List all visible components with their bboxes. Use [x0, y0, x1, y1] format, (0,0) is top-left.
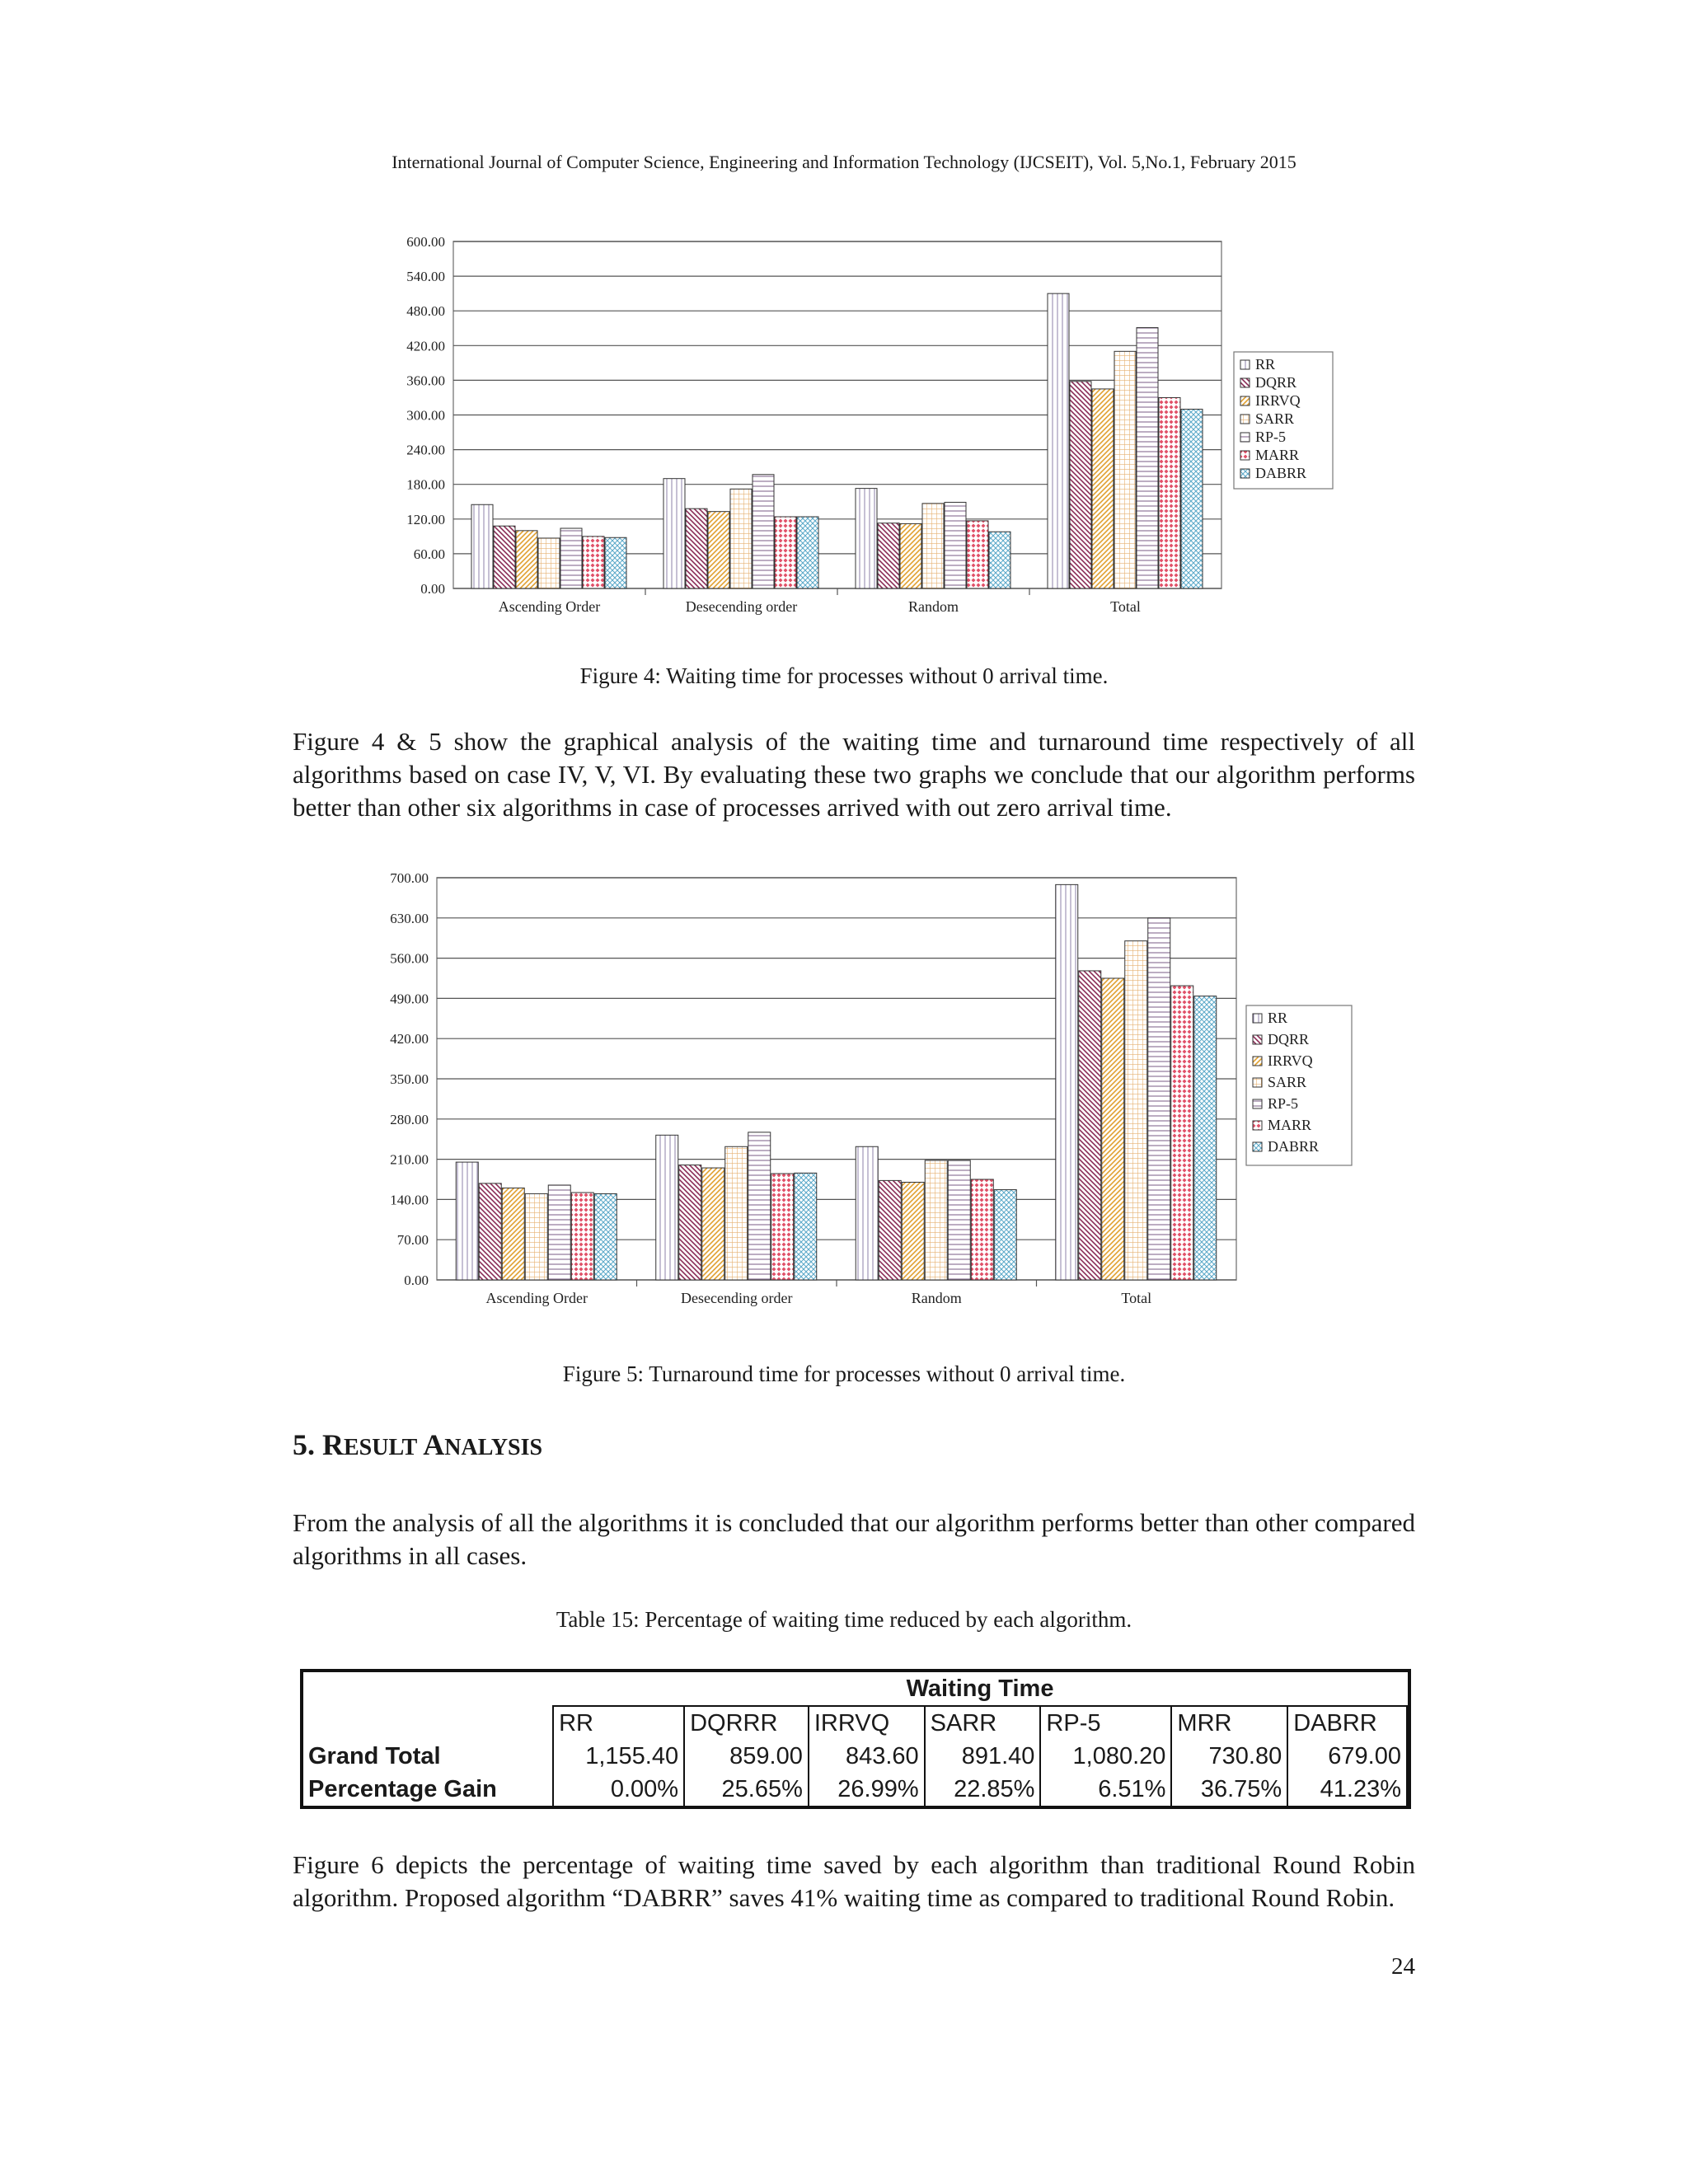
y-tick-label: 120.00 — [406, 511, 445, 527]
y-tick-label: 0.00 — [404, 1272, 429, 1288]
bar-marr-3 — [1159, 397, 1180, 588]
x-tick-label: Random — [911, 1290, 962, 1306]
column-header: RR — [553, 1706, 684, 1740]
legend-label: DQRR — [1255, 374, 1297, 391]
legend-swatch — [1253, 1142, 1262, 1151]
bar-dqrr-1 — [686, 509, 707, 588]
x-tick-label: Ascending Order — [485, 1290, 588, 1306]
bar-irrvq-2 — [900, 523, 921, 588]
legend-swatch — [1253, 1057, 1262, 1066]
bar-irrvq-2 — [902, 1182, 924, 1280]
bar-rp-5-3 — [1148, 918, 1170, 1280]
bar-dqrr-0 — [479, 1183, 501, 1280]
waiting-time-chart — [363, 227, 1360, 622]
legend-label: RR — [1268, 1010, 1288, 1026]
table-corner-2 — [303, 1706, 553, 1740]
legend-swatch — [1253, 1035, 1262, 1044]
y-tick-label: 140.00 — [390, 1192, 429, 1208]
journal-header: International Journal of Computer Science, Engineering and Information Technology (IJCSEIT), Vol. 5,No.1, February 2015 — [392, 152, 1296, 172]
legend-swatch — [1253, 1014, 1262, 1023]
bar-rp-5-0 — [548, 1185, 570, 1280]
section-number: 5. — [293, 1428, 315, 1461]
legend-swatch — [1240, 451, 1250, 460]
section-heading — [293, 1427, 542, 1462]
bar-sarr-1 — [725, 1146, 748, 1280]
bar-marr-3 — [1171, 986, 1193, 1280]
legend-label: MARR — [1255, 447, 1300, 463]
legend-swatch — [1240, 433, 1250, 442]
table-cell: 891.40 — [925, 1740, 1041, 1773]
bar-irrvq-1 — [702, 1168, 724, 1280]
x-tick-label: Random — [908, 598, 959, 615]
y-tick-label: 70.00 — [396, 1232, 429, 1249]
table-corner — [303, 1672, 553, 1706]
y-tick-label: 700.00 — [390, 870, 429, 886]
y-tick-label: 630.00 — [390, 910, 429, 926]
figure4-caption: Figure 4: Waiting time for processes without 0 arrival time. — [579, 663, 1109, 688]
y-tick-label: 560.00 — [390, 950, 429, 967]
y-tick-label: 60.00 — [413, 546, 445, 562]
table-cell: 41.23% — [1287, 1773, 1407, 1806]
bar-sarr-3 — [1114, 351, 1136, 588]
figure5-caption: Figure 5: Turnaround time for processes without 0 arrival time. — [562, 1361, 1126, 1386]
x-tick-label: Ascending Order — [498, 598, 601, 615]
x-tick-label: Desecending order — [681, 1290, 793, 1306]
legend-label: SARR — [1255, 410, 1295, 427]
bar-rr-0 — [456, 1162, 478, 1280]
bar-rp-5-2 — [945, 502, 966, 588]
table-cell: 843.60 — [809, 1740, 925, 1773]
column-header: DQRRR — [684, 1706, 809, 1740]
column-header: SARR — [925, 1706, 1041, 1740]
bar-rp-5-1 — [753, 475, 774, 588]
legend-label: RP-5 — [1255, 429, 1287, 445]
bar-dabrr-3 — [1194, 996, 1217, 1280]
legend-label: DABRR — [1255, 465, 1307, 481]
bar-marr-1 — [771, 1174, 794, 1280]
y-tick-label: 210.00 — [390, 1151, 429, 1168]
legend-label: DQRR — [1268, 1031, 1310, 1047]
section-title-esult: ESULT — [344, 1435, 418, 1460]
legend-swatch — [1240, 360, 1250, 369]
legend-label: RR — [1255, 356, 1276, 373]
section-title-nalysis: NALYSIS — [444, 1435, 543, 1460]
bar-dqrr-2 — [879, 1180, 901, 1280]
y-tick-label: 350.00 — [390, 1071, 429, 1087]
bar-irrvq-3 — [1102, 978, 1124, 1280]
legend-label: MARR — [1268, 1117, 1312, 1133]
y-tick-label: 360.00 — [406, 373, 445, 389]
legend-label: DABRR — [1268, 1138, 1320, 1155]
table-cell: 25.65% — [684, 1773, 809, 1806]
bar-rr-2 — [856, 489, 877, 588]
legend-swatch — [1240, 415, 1250, 424]
bar-rp-5-1 — [748, 1132, 771, 1280]
y-tick-label: 540.00 — [406, 269, 445, 285]
legend-swatch — [1253, 1078, 1262, 1087]
legend-label: IRRVQ — [1255, 392, 1301, 409]
legend — [1246, 1005, 1352, 1165]
legend-swatch — [1240, 396, 1250, 405]
bar-dabrr-0 — [594, 1193, 617, 1280]
y-tick-label: 280.00 — [390, 1111, 429, 1127]
bar-marr-0 — [583, 537, 604, 588]
table-cell: 730.80 — [1171, 1740, 1287, 1773]
section-title-a: A — [423, 1428, 445, 1461]
bar-irrvq-1 — [708, 512, 729, 588]
y-tick-label: 240.00 — [406, 442, 445, 458]
x-tick-label: Total — [1110, 598, 1141, 615]
waiting-time-table — [300, 1669, 1411, 1809]
table-cell: 679.00 — [1287, 1740, 1407, 1773]
legend-swatch — [1253, 1121, 1262, 1130]
bar-rr-3 — [1048, 293, 1069, 588]
bar-dqrr-0 — [494, 526, 515, 588]
bar-sarr-0 — [525, 1193, 547, 1280]
table15-caption: Table 15: Percentage of waiting time reduced by each algorithm. — [556, 1607, 1132, 1632]
bar-dabrr-1 — [795, 1173, 817, 1280]
legend — [1234, 352, 1333, 489]
legend-label: RP-5 — [1268, 1095, 1299, 1112]
bar-irrvq-0 — [516, 531, 537, 588]
legend-swatch — [1240, 469, 1250, 478]
bar-dabrr-2 — [994, 1190, 1016, 1280]
x-tick-label: Desecending order — [685, 598, 798, 615]
bar-dabrr-3 — [1181, 409, 1203, 588]
bar-sarr-0 — [538, 538, 560, 588]
bar-dqrr-2 — [878, 523, 899, 588]
bar-marr-0 — [571, 1193, 593, 1280]
section-title-r: R — [322, 1428, 344, 1461]
bar-dabrr-2 — [989, 532, 1010, 588]
table-cell: 1,080.20 — [1040, 1740, 1171, 1773]
y-tick-label: 0.00 — [420, 581, 445, 597]
y-tick-label: 600.00 — [406, 234, 445, 250]
bar-marr-2 — [967, 521, 988, 588]
column-header: MRR — [1171, 1706, 1287, 1740]
bar-rr-1 — [663, 479, 685, 588]
page-number: 24 — [1391, 1953, 1415, 1980]
bar-sarr-2 — [922, 504, 944, 588]
y-tick-label: 300.00 — [406, 407, 445, 424]
bar-dqrr-3 — [1079, 971, 1101, 1280]
bar-dqrr-3 — [1070, 382, 1091, 588]
table-row — [303, 1773, 1407, 1806]
bar-dabrr-1 — [797, 517, 818, 588]
table-cell: 22.85% — [925, 1773, 1041, 1806]
table-cell: 36.75% — [1171, 1773, 1287, 1806]
table-cell: 1,155.40 — [553, 1740, 684, 1773]
column-header: IRRVQ — [809, 1706, 925, 1740]
table-cell: 6.51% — [1040, 1773, 1171, 1806]
row-label: Grand Total — [308, 1742, 441, 1769]
bar-dqrr-1 — [679, 1165, 701, 1280]
y-tick-label: 480.00 — [406, 303, 445, 320]
bar-irrvq-3 — [1092, 389, 1114, 588]
column-header: RP-5 — [1040, 1706, 1171, 1740]
table-cell: 26.99% — [809, 1773, 925, 1806]
bar-sarr-3 — [1125, 941, 1147, 1280]
bar-rr-3 — [1056, 884, 1078, 1280]
table-cell: 859.00 — [684, 1740, 809, 1773]
bar-marr-1 — [775, 517, 796, 588]
bar-rr-1 — [656, 1135, 678, 1280]
table-cell: 0.00% — [553, 1773, 684, 1806]
legend-label: IRRVQ — [1268, 1052, 1313, 1069]
legend-swatch — [1253, 1099, 1262, 1108]
y-tick-label: 490.00 — [390, 991, 429, 1007]
y-tick-label: 420.00 — [406, 338, 445, 354]
y-tick-label: 420.00 — [390, 1031, 429, 1047]
bar-sarr-1 — [730, 489, 752, 588]
y-tick-label: 180.00 — [406, 476, 445, 493]
bar-rr-0 — [471, 504, 493, 588]
bar-dabrr-0 — [605, 537, 626, 588]
paragraph-figure-analysis: Figure 4 & 5 show the graphical analysis of the waiting time and turnaround time respectively of all algorithms based on case IV, V, VI. By evaluating these two graphs we conclude that our algorithm performs better than other six algorithms in case of processes arrived with out zero arrival time. — [293, 727, 1415, 822]
bar-rp-5-0 — [560, 528, 582, 588]
legend-label: SARR — [1268, 1074, 1307, 1090]
bar-rp-5-2 — [948, 1160, 970, 1280]
bar-sarr-2 — [925, 1160, 947, 1280]
legend-swatch — [1240, 378, 1250, 387]
column-header: DABRR — [1287, 1706, 1407, 1740]
x-tick-label: Total — [1121, 1290, 1152, 1306]
paragraph-result: From the analysis of all the algorithms it is concluded that our algorithm performs better than other compared algorithms in all cases. — [293, 1508, 1415, 1570]
paragraph-figure6: Figure 6 depicts the percentage of waiting time saved by each algorithm than traditional Round Robin algorithm. Proposed algorithm “DABRR” saves 41% waiting time as compared to traditional Round Robin. — [293, 1850, 1415, 1912]
row-label: Percentage Gain — [308, 1775, 497, 1802]
turnaround-time-chart — [346, 861, 1360, 1323]
table-row — [303, 1740, 1407, 1773]
bar-rp-5-3 — [1137, 328, 1158, 588]
table-title: Waiting Time — [906, 1675, 1054, 1702]
bar-irrvq-0 — [502, 1188, 524, 1280]
bar-marr-2 — [971, 1179, 993, 1280]
bar-rr-2 — [856, 1146, 878, 1280]
